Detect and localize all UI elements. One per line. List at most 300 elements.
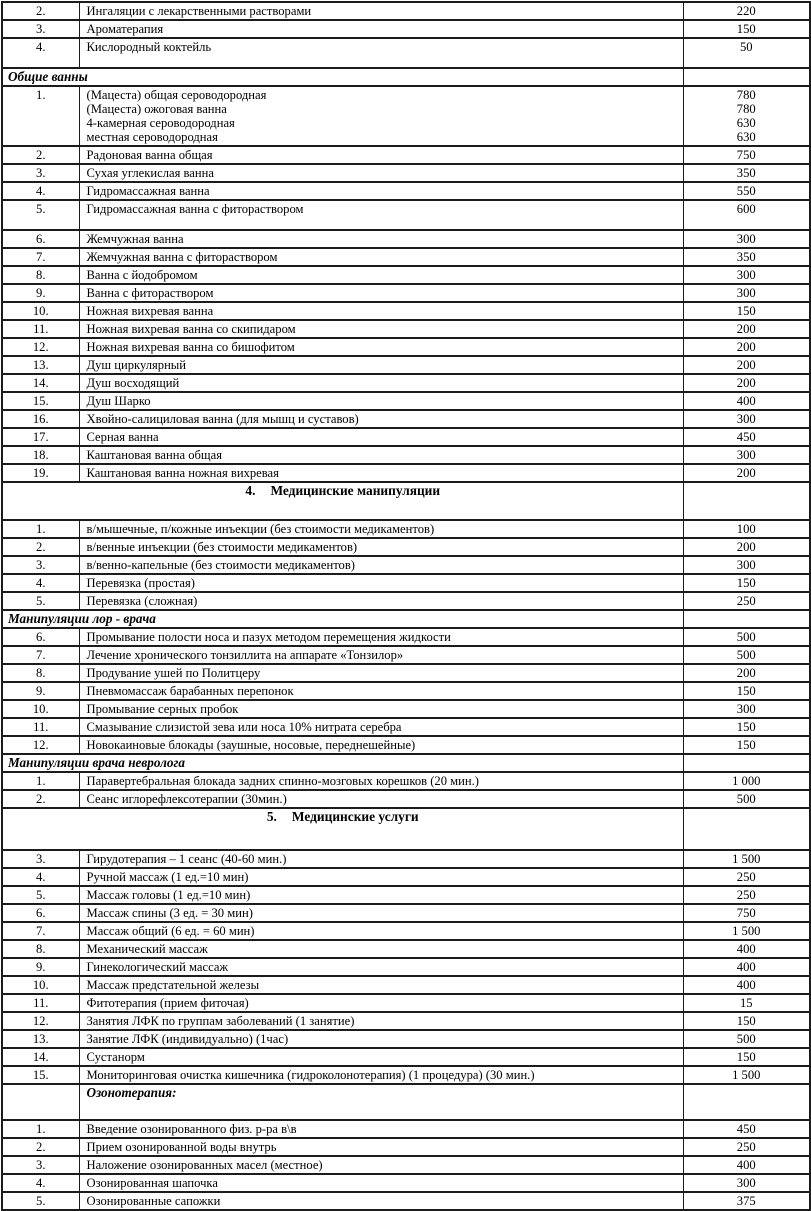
row-number-text: 16. — [32, 412, 49, 426]
service-price-line: 450 — [736, 1122, 756, 1136]
service-name-line: Сустанорм — [86, 1050, 145, 1064]
service-price-line: 1 000 — [732, 774, 761, 788]
section-price-empty — [683, 754, 810, 772]
service-name-line: (Мацеста) ожоговая ванна — [86, 102, 227, 116]
table-row — [2, 556, 810, 574]
service-name — [79, 38, 683, 68]
row-number — [2, 1156, 79, 1174]
table-row — [2, 904, 810, 922]
service-price — [683, 182, 810, 200]
section-row — [2, 68, 810, 86]
service-name-line: Промывание серных пробок — [86, 702, 239, 716]
table-row — [2, 2, 810, 20]
row-number-text: 18. — [32, 448, 49, 462]
row-number — [2, 886, 79, 904]
table-row — [2, 538, 810, 556]
row-number — [2, 736, 79, 754]
service-price — [683, 958, 810, 976]
row-number — [2, 976, 79, 994]
row-number-text: 4. — [36, 870, 46, 884]
row-number-text: 15. — [32, 1068, 49, 1082]
service-price — [683, 230, 810, 248]
table-row — [2, 646, 810, 664]
service-name-line: Каштановая ванна ножная вихревая — [86, 466, 279, 480]
row-number — [2, 248, 79, 266]
service-name-line: Душ циркулярный — [86, 358, 187, 372]
service-price-line: 600 — [736, 202, 756, 216]
row-number — [2, 1138, 79, 1156]
service-name — [79, 682, 683, 700]
section-row — [2, 754, 810, 772]
service-name-line: Ароматерапия — [86, 22, 164, 36]
row-number-text: 11. — [33, 322, 49, 336]
service-name — [79, 868, 683, 886]
row-number-text: 4. — [36, 576, 46, 590]
row-number — [2, 868, 79, 886]
service-price — [683, 556, 810, 574]
table-row — [2, 1138, 810, 1156]
service-name — [79, 1120, 683, 1138]
service-name — [79, 338, 683, 356]
service-price — [683, 146, 810, 164]
service-price-line: 375 — [736, 1194, 756, 1208]
service-price-line: 750 — [736, 148, 756, 162]
table-row — [2, 392, 810, 410]
table-row — [2, 574, 810, 592]
service-price — [683, 646, 810, 664]
table-row — [2, 374, 810, 392]
row-number-text: 8. — [36, 942, 46, 956]
service-price — [683, 356, 810, 374]
row-number — [2, 682, 79, 700]
service-price-line: 400 — [736, 942, 756, 956]
row-number-text: 6. — [36, 630, 46, 644]
table-row — [2, 20, 810, 38]
service-name — [79, 628, 683, 646]
service-price — [683, 700, 810, 718]
service-name — [79, 86, 683, 146]
service-name — [79, 538, 683, 556]
service-price-line: 300 — [736, 702, 756, 716]
service-name-line: Лечение хронического тонзиллита на аппарате «Тонзилор» — [86, 648, 404, 662]
table-row — [2, 1030, 810, 1048]
row-number — [2, 574, 79, 592]
service-price-line: 200 — [736, 666, 756, 680]
service-price-line: 300 — [736, 448, 756, 462]
row-number-text: 12. — [32, 340, 49, 354]
table-row — [2, 1048, 810, 1066]
row-number — [2, 38, 79, 68]
service-name — [79, 20, 683, 38]
row-number-text: 4. — [36, 40, 46, 54]
row-number — [2, 904, 79, 922]
service-price — [683, 1192, 810, 1210]
service-price — [683, 446, 810, 464]
service-name-line: Введение озонированного физ. р-ра в\в — [86, 1122, 297, 1136]
row-number — [2, 1174, 79, 1192]
service-name — [79, 1192, 683, 1210]
service-name — [79, 464, 683, 482]
service-name-line: в/венно-капельные (без стоимости медикаментов) — [86, 558, 355, 572]
row-number-text: 13. — [32, 358, 49, 372]
service-name-line: Массаж спины (3 ед. = 30 мин) — [86, 906, 253, 920]
heading-row — [2, 482, 810, 520]
service-price-line: 400 — [736, 960, 756, 974]
row-number — [2, 664, 79, 682]
row-number — [2, 2, 79, 20]
chapter-heading — [2, 808, 683, 850]
service-name — [79, 592, 683, 610]
row-number — [2, 446, 79, 464]
row-number — [2, 86, 79, 146]
service-name-line: Жемчужная ванна — [86, 232, 184, 246]
row-number — [2, 556, 79, 574]
service-price-line: 250 — [736, 1140, 756, 1154]
row-number — [2, 182, 79, 200]
table-row — [2, 592, 810, 610]
section-price-empty — [683, 610, 810, 628]
service-price-line: 1 500 — [732, 924, 761, 938]
service-price-line: 150 — [736, 684, 756, 698]
table-row — [2, 664, 810, 682]
row-number — [2, 392, 79, 410]
service-price — [683, 1030, 810, 1048]
table-row — [2, 164, 810, 182]
service-name — [79, 664, 683, 682]
row-number — [2, 790, 79, 808]
service-name — [79, 230, 683, 248]
service-name-line: Ручной массаж (1 ед.=10 мин) — [86, 870, 249, 884]
table-row — [2, 266, 810, 284]
subsection-row — [2, 1084, 810, 1120]
table-row — [2, 976, 810, 994]
service-name-line: Занятия ЛФК по группам заболеваний (1 занятие) — [86, 1014, 355, 1028]
service-name — [79, 164, 683, 182]
row-number-text: 9. — [36, 960, 46, 974]
row-number-text: 3. — [36, 852, 46, 866]
service-price — [683, 428, 810, 446]
service-price-line: 150 — [736, 738, 756, 752]
heading-price-empty — [683, 482, 810, 520]
service-price — [683, 868, 810, 886]
service-price-line: 200 — [736, 358, 756, 372]
service-name — [79, 958, 683, 976]
service-price-line: 400 — [736, 978, 756, 992]
service-name-line: Жемчужная ванна с фитораствором — [86, 250, 278, 264]
service-name-line: Гирудотерапия – 1 сеанс (40-60 мин.) — [86, 852, 287, 866]
service-price-line: 150 — [736, 1050, 756, 1064]
chapter-heading-label: Медицинские услуги — [291, 809, 419, 824]
table-row — [2, 682, 810, 700]
row-number — [2, 428, 79, 446]
row-number — [2, 994, 79, 1012]
service-price-line: 150 — [736, 22, 756, 36]
service-price — [683, 994, 810, 1012]
table-row — [2, 200, 810, 230]
service-price-line: 350 — [736, 250, 756, 264]
service-name — [79, 994, 683, 1012]
service-price — [683, 1174, 810, 1192]
service-name — [79, 266, 683, 284]
service-name-line: Механический массаж — [86, 942, 208, 956]
service-name — [79, 356, 683, 374]
chapter-heading-number: 5. — [266, 809, 277, 824]
service-name — [79, 574, 683, 592]
service-name-line: Ножная вихревая ванна со бишофитом — [86, 340, 295, 354]
service-price — [683, 664, 810, 682]
service-price — [683, 302, 810, 320]
table-row — [2, 1192, 810, 1210]
service-name — [79, 302, 683, 320]
service-price-line: 400 — [736, 394, 756, 408]
service-name-line: Массаж общий (6 ед. = 60 мин) — [86, 924, 255, 938]
subsection-title: Озонотерапия: — [86, 1085, 177, 1100]
service-price-line: 550 — [736, 184, 756, 198]
row-number-text: 3. — [36, 166, 46, 180]
table-row — [2, 520, 810, 538]
table-row — [2, 790, 810, 808]
service-price — [683, 164, 810, 182]
row-number-text: 2. — [36, 792, 46, 806]
heading-row — [2, 808, 810, 850]
table-row — [2, 182, 810, 200]
service-name-line: Ножная вихревая ванна со скипидаром — [86, 322, 296, 336]
table-row — [2, 628, 810, 646]
row-number — [2, 266, 79, 284]
service-name-line: Прием озонированной воды внутрь — [86, 1140, 277, 1154]
service-price — [683, 772, 810, 790]
service-name-line: Мониторинговая очистка кишечника (гидроколонотерапия) (1 процедура) (30 мин.) — [86, 1068, 535, 1082]
service-name-line: Гинекологический массаж — [86, 960, 229, 974]
section-title: Общие ванны — [2, 68, 683, 86]
service-name-line: Ванна с фитораствором — [86, 286, 214, 300]
service-price-line: 1 500 — [732, 852, 761, 866]
service-name — [79, 646, 683, 664]
service-name — [79, 556, 683, 574]
row-number — [2, 20, 79, 38]
service-name-line: Занятие ЛФК (индивидуально) (1час) — [86, 1032, 289, 1046]
row-number-text: 2. — [36, 4, 46, 18]
service-price — [683, 20, 810, 38]
table-row — [2, 86, 810, 146]
table-row — [2, 958, 810, 976]
service-price-line: 300 — [736, 232, 756, 246]
service-price-line: 200 — [736, 340, 756, 354]
row-number — [2, 538, 79, 556]
row-number — [2, 772, 79, 790]
row-number — [2, 850, 79, 868]
service-name-line: Ванна с йодобромом — [86, 268, 198, 282]
table-row — [2, 320, 810, 338]
service-price — [683, 922, 810, 940]
table-row — [2, 38, 810, 68]
row-number — [2, 1012, 79, 1030]
service-price-line: 1 500 — [732, 1068, 761, 1082]
service-name — [79, 1012, 683, 1030]
service-price — [683, 410, 810, 428]
service-name — [79, 1030, 683, 1048]
service-price-line: 500 — [736, 1032, 756, 1046]
row-number — [2, 464, 79, 482]
row-number-text: 1. — [36, 1122, 46, 1136]
service-name-line: в/мышечные, п/кожные инъекции (без стоимости медикаментов) — [86, 522, 435, 536]
service-price — [683, 682, 810, 700]
service-name-line: Сеанс иглорефлексотерапии (30мин.) — [86, 792, 287, 806]
subsection-title-cell — [79, 1084, 683, 1120]
row-number-text: 5. — [36, 1194, 46, 1208]
service-name — [79, 790, 683, 808]
service-price-line: 630 — [736, 130, 756, 144]
service-price — [683, 392, 810, 410]
row-number-text: 2. — [36, 1140, 46, 1154]
table-row — [2, 922, 810, 940]
subsection-price-empty — [683, 1084, 810, 1120]
service-name-line: Пневмомассаж барабанных перепонок — [86, 684, 294, 698]
table-row — [2, 772, 810, 790]
row-number — [2, 940, 79, 958]
table-row — [2, 230, 810, 248]
row-number — [2, 230, 79, 248]
service-price-line: 250 — [736, 888, 756, 902]
service-name-line: Перевязка (простая) — [86, 576, 195, 590]
service-price — [683, 1156, 810, 1174]
service-price — [683, 266, 810, 284]
service-price-line: 750 — [736, 906, 756, 920]
row-number — [2, 356, 79, 374]
row-number-text: 1. — [36, 522, 46, 536]
service-price — [683, 1048, 810, 1066]
service-name-line: Душ восходящий — [86, 376, 180, 390]
row-number-text: 14. — [32, 376, 49, 390]
service-name — [79, 736, 683, 754]
table-row — [2, 1174, 810, 1192]
service-price — [683, 790, 810, 808]
table-row — [2, 718, 810, 736]
row-number-text: 12. — [32, 738, 49, 752]
service-name-line: Сухая углекислая ванна — [86, 166, 214, 180]
service-name — [79, 1174, 683, 1192]
service-name — [79, 200, 683, 230]
service-price — [683, 374, 810, 392]
service-name-line: Новокаиновые блокады (заушные, носовые, переднешейные) — [86, 738, 416, 752]
service-price-line: 630 — [736, 116, 756, 130]
service-name-line: Перевязка (сложная) — [86, 594, 198, 608]
row-number — [2, 374, 79, 392]
service-name — [79, 940, 683, 958]
row-number-text: 8. — [36, 666, 46, 680]
service-name — [79, 904, 683, 922]
table-row — [2, 940, 810, 958]
row-number-text: 5. — [36, 594, 46, 608]
row-number-text: 5. — [36, 888, 46, 902]
table-row — [2, 1156, 810, 1174]
service-name-line: Смазывание слизистой зева или носа 10% нитрата серебра — [86, 720, 402, 734]
row-number — [2, 922, 79, 940]
table-row — [2, 886, 810, 904]
service-name-line: Душ Шарко — [86, 394, 151, 408]
table-row — [2, 284, 810, 302]
service-name — [79, 886, 683, 904]
service-price — [683, 1012, 810, 1030]
service-name — [79, 772, 683, 790]
service-price-line: 300 — [736, 286, 756, 300]
row-number-text: 6. — [36, 232, 46, 246]
service-name-line: Озонированные сапожки — [86, 1194, 221, 1208]
service-price-line: 300 — [736, 558, 756, 572]
service-name — [79, 1156, 683, 1174]
row-number-text: 7. — [36, 924, 46, 938]
service-name — [79, 850, 683, 868]
service-price — [683, 736, 810, 754]
service-price — [683, 976, 810, 994]
service-price — [683, 86, 810, 146]
service-price-line: 15 — [739, 996, 753, 1010]
row-number — [2, 200, 79, 230]
service-name — [79, 446, 683, 464]
row-number-text: 15. — [32, 394, 49, 408]
service-price-line: 500 — [736, 792, 756, 806]
table-row — [2, 1066, 810, 1084]
service-price-line: 200 — [736, 466, 756, 480]
service-price — [683, 464, 810, 482]
service-price-line: 150 — [736, 720, 756, 734]
service-price — [683, 904, 810, 922]
service-name — [79, 182, 683, 200]
row-number-text: 14. — [32, 1050, 49, 1064]
service-name — [79, 248, 683, 266]
table-row — [2, 1012, 810, 1030]
row-number — [2, 164, 79, 182]
service-name-line: Наложение озонированных масел (местное) — [86, 1158, 323, 1172]
service-name-line: Гидромассажная ванна — [86, 184, 210, 198]
row-number-text: 5. — [36, 202, 46, 216]
service-price — [683, 718, 810, 736]
row-number-text: 11. — [33, 996, 49, 1010]
row-number-text: 12. — [32, 1014, 49, 1028]
row-number-text: 8. — [36, 268, 46, 282]
service-price-line: 220 — [736, 4, 756, 18]
row-number-text: 19. — [32, 466, 49, 480]
service-price — [683, 850, 810, 868]
service-name-line: Массаж предстательной железы — [86, 978, 260, 992]
table-row — [2, 850, 810, 868]
row-number-text: 4. — [36, 184, 46, 198]
price-table-body — [2, 2, 810, 1210]
row-number — [2, 646, 79, 664]
service-price-line: 500 — [736, 648, 756, 662]
row-number — [2, 628, 79, 646]
row-number-text: 13. — [32, 1032, 49, 1046]
service-price-line: 200 — [736, 376, 756, 390]
price-table — [1, 1, 811, 1211]
row-number — [2, 592, 79, 610]
table-row — [2, 1120, 810, 1138]
row-number-text: 2. — [36, 540, 46, 554]
row-number — [2, 284, 79, 302]
service-name-line: Радоновая ванна общая — [86, 148, 213, 162]
row-number — [2, 700, 79, 718]
service-price-line: 300 — [736, 268, 756, 282]
service-price — [683, 628, 810, 646]
table-row — [2, 146, 810, 164]
row-number-text: 3. — [36, 558, 46, 572]
row-number — [2, 958, 79, 976]
row-number-text: 9. — [36, 684, 46, 698]
service-name — [79, 284, 683, 302]
row-number-text: 6. — [36, 906, 46, 920]
row-number-text: 9. — [36, 286, 46, 300]
service-name — [79, 1066, 683, 1084]
